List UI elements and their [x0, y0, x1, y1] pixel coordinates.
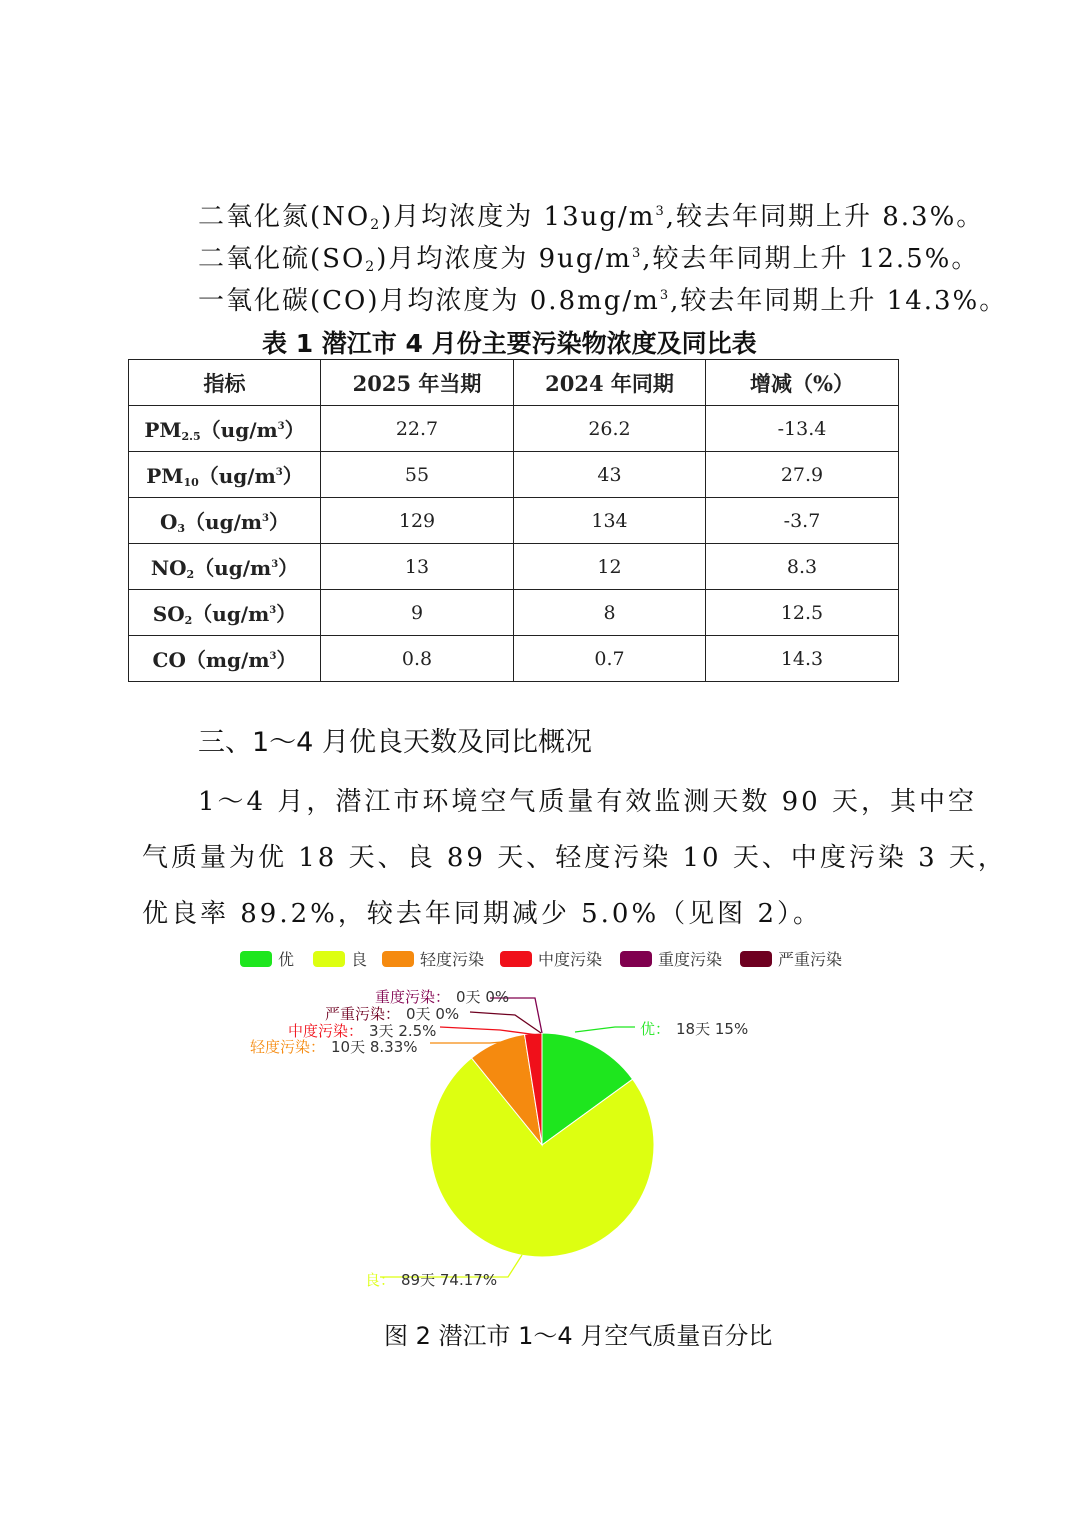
body-line: 1～4 月，潜江市环境空气质量有效监测天数 90 天，其中空: [198, 787, 977, 817]
indicator-unit: ）: [276, 602, 297, 626]
leader-line: [440, 1027, 538, 1035]
value-2025: 129: [321, 498, 514, 544]
value-2025: 0.8: [321, 636, 514, 682]
table-row: [129, 406, 899, 452]
slice-label: [250, 1038, 418, 1056]
table-row: [129, 498, 899, 544]
indicator-sub: 2: [186, 568, 195, 581]
value-2024: 43: [514, 452, 706, 498]
leader-line: [575, 1027, 635, 1032]
slice-label-value: 3天 2.5%: [369, 1022, 437, 1040]
value-2024: 8: [514, 590, 706, 636]
indicator-sup: 3: [271, 559, 279, 570]
value-change: -3.7: [706, 498, 899, 544]
legend-label: 优: [278, 950, 295, 969]
indicator-sup: 3: [269, 651, 277, 662]
legend-label: 中度污染: [538, 950, 603, 969]
value-2025: 9: [321, 590, 514, 636]
value-2024: 26.2: [514, 406, 706, 452]
slice-label-category: 优：: [640, 1020, 671, 1038]
slice-label-value: 89天 74.17%: [401, 1271, 498, 1289]
intro-text: )月均浓度为 9ug/m: [376, 244, 632, 274]
header-2024: 2024 年同期: [514, 360, 706, 406]
indicator-sup: 3: [262, 513, 270, 524]
body-line: 气质量为优 18 天、良 89 天、轻度污染 10 天、中度污染 3 天，: [142, 843, 1007, 873]
legend-item: [382, 950, 484, 969]
indicator-unit: （ug/m: [194, 556, 272, 580]
indicator-name: SO: [152, 602, 185, 626]
intro-text: 二氧化硫(SO: [198, 244, 366, 274]
indicator-unit: ）: [282, 464, 303, 488]
indicator-cell: [129, 544, 321, 590]
slice-label-value: 0天 0%: [406, 1005, 460, 1023]
indicator-name: O: [159, 510, 178, 534]
leader-line: [470, 1012, 541, 1033]
header-change: 增减（%）: [706, 360, 899, 406]
legend-swatch: [313, 951, 345, 967]
intro-sub: 2: [365, 259, 377, 275]
legend-item: [313, 950, 367, 969]
indicator-unit: （ug/m: [192, 602, 270, 626]
pollutant-table: [128, 359, 899, 682]
indicator-unit: （mg/m: [185, 648, 270, 672]
indicator-unit: ）: [284, 418, 305, 442]
table-row: [129, 636, 899, 682]
intro-text: ,较去年同期上升 12.5%。: [642, 244, 980, 274]
intro-text: )月均浓度为 13ug/m: [381, 202, 656, 232]
intro-text: ,较去年同期上升 8.3%。: [665, 202, 985, 232]
intro-sub: 2: [370, 217, 382, 233]
intro-line-no2: [198, 196, 984, 233]
header-2025: 2025 年当期: [321, 360, 514, 406]
value-2025: 13: [321, 544, 514, 590]
legend-label: 良: [351, 950, 368, 969]
section-heading: 三、1～4 月优良天数及同比概况: [198, 727, 592, 758]
legend-item: [740, 950, 842, 969]
intro-text: ,较去年同期上升 14.3%。: [670, 286, 1008, 316]
value-2024: 0.7: [514, 636, 706, 682]
slice-label-value: 0天 0%: [456, 988, 510, 1006]
value-2024: 12: [514, 544, 706, 590]
table-row: [129, 590, 899, 636]
indicator-sup: 3: [275, 467, 283, 478]
indicator-cell: [129, 452, 321, 498]
indicator-name: CO: [152, 648, 186, 672]
intro-sup: 3: [631, 246, 643, 261]
intro-line-so2: [198, 238, 979, 275]
table-header-row: [129, 360, 899, 406]
air-quality-pie-chart: [230, 940, 870, 1300]
value-change: 14.3: [706, 636, 899, 682]
chart-legend: [240, 950, 842, 969]
value-change: 12.5: [706, 590, 899, 636]
slice-label: [288, 1022, 436, 1040]
legend-swatch: [620, 951, 652, 967]
pie-slices: [430, 1033, 654, 1257]
legend-swatch: [740, 951, 772, 967]
slice-label-category: 轻度污染：: [250, 1038, 326, 1056]
value-2024: 134: [514, 498, 706, 544]
slice-label-value: 18天 15%: [676, 1020, 749, 1038]
table-caption: 表 1 潜江市 4 月份主要污染物浓度及同比表: [262, 329, 757, 358]
slice-label: [640, 1020, 748, 1038]
value-2025: 55: [321, 452, 514, 498]
indicator-cell: [129, 406, 321, 452]
indicator-unit: （ug/m: [200, 418, 278, 442]
legend-label: 严重污染: [778, 950, 843, 969]
body-line: 优良率 89.2%，较去年同期减少 5.0%（见图 2）。: [142, 899, 822, 929]
value-change: -13.4: [706, 406, 899, 452]
indicator-sub: 2.5: [181, 430, 201, 443]
indicator-unit: ）: [269, 510, 290, 534]
indicator-sub: 3: [177, 522, 186, 535]
indicator-cell: [129, 590, 321, 636]
indicator-unit: （ug/m: [198, 464, 276, 488]
indicator-unit: ）: [276, 648, 297, 672]
indicator-name: PM: [146, 464, 184, 488]
legend-item: [240, 950, 294, 969]
indicator-sub: 2: [184, 614, 193, 627]
table-row: [129, 544, 899, 590]
legend-item: [620, 950, 722, 969]
indicator-sub: 10: [183, 476, 199, 489]
indicator-name: PM: [144, 418, 182, 442]
indicator-unit: ）: [278, 556, 299, 580]
indicator-cell: [129, 498, 321, 544]
slice-label: [325, 1005, 459, 1023]
slice-label-category: 严重污染：: [325, 1005, 401, 1023]
value-change: 27.9: [706, 452, 899, 498]
intro-text: )月均浓度为 0.8mg/m: [367, 286, 660, 316]
indicator-sup: 3: [269, 605, 277, 616]
slice-label-category: 中度污染：: [288, 1022, 364, 1040]
table-row: [129, 452, 899, 498]
value-change: 8.3: [706, 544, 899, 590]
intro-sup: 3: [659, 288, 671, 303]
slice-label: [365, 1271, 497, 1289]
intro-sup: 3: [655, 204, 666, 219]
legend-item: [500, 950, 602, 969]
indicator-name: NO: [150, 556, 187, 580]
header-indicator: 指标: [129, 360, 321, 406]
slice-label-category: 良：: [365, 1271, 396, 1289]
intro-text: 二氧化氮(NO: [198, 202, 371, 232]
figure-caption: 图 2 潜江市 1～4 月空气质量百分比: [384, 1322, 773, 1350]
slice-label-value: 10天 8.33%: [331, 1038, 418, 1056]
slice-label: [375, 988, 509, 1006]
slice-label-category: 重度污染：: [375, 988, 451, 1006]
intro-text: 一氧化碳(CO: [198, 286, 368, 316]
legend-swatch: [382, 951, 414, 967]
legend-swatch: [240, 951, 272, 967]
value-2025: 22.7: [321, 406, 514, 452]
legend-swatch: [500, 951, 532, 967]
indicator-cell: [129, 636, 321, 682]
legend-label: 重度污染: [658, 950, 723, 969]
legend-label: 轻度污染: [420, 950, 485, 969]
indicator-sup: 3: [277, 421, 285, 432]
indicator-unit: （ug/m: [185, 510, 263, 534]
intro-line-co: [198, 280, 1007, 317]
